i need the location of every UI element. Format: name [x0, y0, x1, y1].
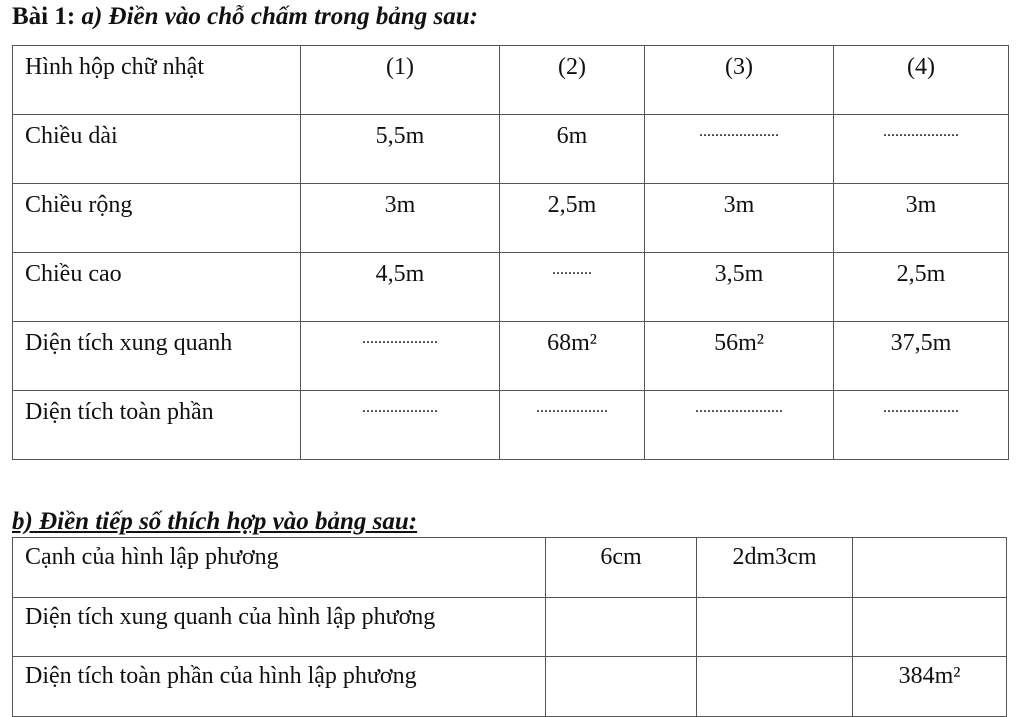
row-label: Diện tích toàn phần	[13, 391, 301, 460]
blank-cell[interactable]: ....................	[645, 115, 834, 184]
table-cell: 3m	[645, 184, 834, 253]
table-cell: 3m	[834, 184, 1009, 253]
table-cell: 3,5m	[645, 253, 834, 322]
row-label: Diện tích xung quanh	[13, 322, 301, 391]
blank-cell[interactable]: ...................	[834, 115, 1009, 184]
row-label: Diện tích toàn phần của hình lập phương	[13, 657, 546, 717]
exercise-title	[12, 2, 478, 32]
header-cell: (3)	[645, 46, 834, 115]
blank-cell[interactable]	[546, 657, 697, 717]
table-cell: 2,5m	[834, 253, 1009, 322]
table-cell: 5,5m	[301, 115, 500, 184]
table-row	[13, 657, 1007, 717]
row-label: Cạnh của hình lập phương	[13, 538, 546, 598]
table-row	[13, 598, 1007, 657]
blank-cell[interactable]	[853, 538, 1007, 598]
table-cell: 6cm	[546, 538, 697, 598]
table-cell: 3m	[301, 184, 500, 253]
rectangular-box-table	[12, 45, 1009, 460]
table-cell: 2dm3cm	[697, 538, 853, 598]
blank-cell[interactable]: ..........	[500, 253, 645, 322]
row-label: Chiều cao	[13, 253, 301, 322]
table-cell: 56m²	[645, 322, 834, 391]
blank-cell[interactable]	[697, 598, 853, 657]
blank-cell[interactable]: ..................	[500, 391, 645, 460]
header-cell: Hình hộp chữ nhật	[13, 46, 301, 115]
row-label: Chiều dài	[13, 115, 301, 184]
part-b-title: b) Điền tiếp số thích hợp vào bảng sau:	[12, 508, 418, 535]
table-row	[13, 46, 1009, 115]
header-cell: (4)	[834, 46, 1009, 115]
table-cell: 37,5m	[834, 322, 1009, 391]
table-row	[13, 538, 1007, 598]
blank-cell[interactable]: ...................	[834, 391, 1009, 460]
table-cell: 68m²	[500, 322, 645, 391]
table-cell: 2,5m	[500, 184, 645, 253]
table-cell: 6m	[500, 115, 645, 184]
blank-cell[interactable]: ......................	[645, 391, 834, 460]
header-cell: (1)	[301, 46, 500, 115]
cube-table	[12, 537, 1007, 717]
table-cell: 4,5m	[301, 253, 500, 322]
blank-cell[interactable]	[853, 598, 1007, 657]
row-label: Diện tích xung quanh của hình lập phương	[13, 598, 546, 657]
table-row	[13, 184, 1009, 253]
blank-cell[interactable]	[546, 598, 697, 657]
blank-cell[interactable]: ...................	[301, 391, 500, 460]
table-row	[13, 322, 1009, 391]
exercise-title-lead: Bài 1:	[12, 3, 76, 30]
table-row	[13, 115, 1009, 184]
table-cell: 384m²	[853, 657, 1007, 717]
blank-cell[interactable]: ...................	[301, 322, 500, 391]
row-label: Chiều rộng	[13, 184, 301, 253]
table-row	[13, 253, 1009, 322]
table-row	[13, 391, 1009, 460]
blank-cell[interactable]	[697, 657, 853, 717]
exercise-title-part-a: a) Điền vào chỗ chấm trong bảng sau:	[75, 3, 479, 30]
header-cell: (2)	[500, 46, 645, 115]
